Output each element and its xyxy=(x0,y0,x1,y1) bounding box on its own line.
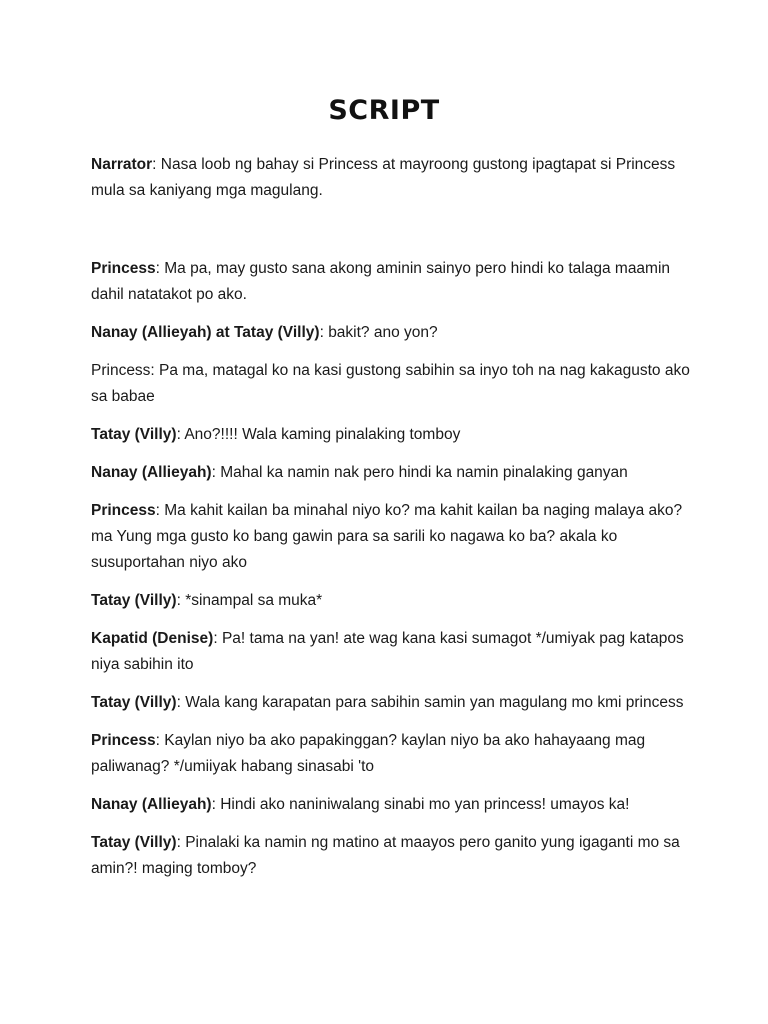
speaker-name: Kapatid (Denise) xyxy=(91,630,214,647)
speaker-separator: : xyxy=(211,464,221,481)
script-line xyxy=(91,422,691,448)
script-line xyxy=(91,626,691,678)
speaker-name: Princess xyxy=(91,732,156,749)
line-text: Hindi ako naniniwalang sinabi mo yan princess! umayos ka! xyxy=(220,796,630,813)
speaker-separator: : xyxy=(319,324,329,341)
speaker-separator: : xyxy=(176,694,186,711)
script-line xyxy=(91,256,691,308)
line-text: Princess: Pa ma, matagal ko na kasi gustong sabihin sa inyo toh na nag kakagusto ako sa babae xyxy=(91,362,690,405)
script-line xyxy=(91,728,691,780)
script-line xyxy=(91,690,691,716)
script-line xyxy=(91,498,691,576)
line-text: Ma kahit kailan ba minahal niyo ko? ma kahit kailan ba naging malaya ako? ma Yung mga gusto ko bang gawin para sa sarili ko nagawa ko ba? akala ko susuportahan niyo ako xyxy=(91,502,683,571)
script-line xyxy=(91,358,691,410)
line-text: Ano?!!!! Wala kaming pinalaking tomboy xyxy=(184,426,461,443)
line-text: Kaylan niyo ba ako papakinggan? kaylan niyo ba ako hahayaang mag paliwanag? */umiiyak habang sinasabi 'to xyxy=(91,732,646,775)
speaker-separator: : xyxy=(176,592,186,609)
speaker-name: Narrator xyxy=(91,156,153,173)
speaker-separator: : xyxy=(176,426,185,443)
line-text: Mahal ka namin nak pero hindi ka namin pinalaking ganyan xyxy=(220,464,628,481)
line-text: Wala kang karapatan para sabihin samin yan magulang mo kmi princess xyxy=(185,694,684,711)
speaker-name: Princess xyxy=(91,502,156,519)
script-line xyxy=(91,830,691,882)
line-text: Nasa loob ng bahay si Princess at mayroong gustong ipagtapat si Princess mula sa kaniyang mga magulang. xyxy=(91,156,676,199)
line-text: Ma pa, may gusto sana akong aminin sainyo pero hindi ko talaga maamin dahil natatakot po ako. xyxy=(91,260,671,303)
script-line xyxy=(91,792,691,818)
script-line xyxy=(91,460,691,486)
speaker-name: Nanay (Allieyah) at Tatay (Villy) xyxy=(91,324,320,341)
speaker-name: Nanay (Allieyah) xyxy=(91,464,212,481)
speaker-separator: : xyxy=(155,502,165,519)
speaker-name: Nanay (Allieyah) xyxy=(91,796,212,813)
speaker-separator: : xyxy=(176,834,186,851)
line-text: *sinampal sa muka* xyxy=(185,592,323,609)
speaker-name: Tatay (Villy) xyxy=(91,834,177,851)
speaker-name: Tatay (Villy) xyxy=(91,426,177,443)
speaker-separator: : xyxy=(152,156,161,173)
speaker-name: Tatay (Villy) xyxy=(91,694,177,711)
page-title: SCRIPT xyxy=(328,95,440,126)
speaker-separator: : xyxy=(155,260,165,277)
script-line xyxy=(91,588,691,614)
speaker-separator: : xyxy=(213,630,222,647)
speaker-separator: : xyxy=(155,732,165,749)
script-line xyxy=(91,152,691,204)
script-line xyxy=(91,320,691,346)
line-text: Pa! tama na yan! ate wag kana kasi sumagot */umiyak pag katapos niya sabihin ito xyxy=(91,630,684,673)
speaker-name: Princess xyxy=(91,260,156,277)
script-body xyxy=(91,152,691,894)
line-text: bakit? ano yon? xyxy=(328,324,438,341)
speaker-separator: : xyxy=(211,796,221,813)
speaker-name: Tatay (Villy) xyxy=(91,592,177,609)
line-text: Pinalaki ka namin ng matino at maayos pero ganito yung igaganti mo sa amin?! maging tomboy? xyxy=(91,834,680,877)
